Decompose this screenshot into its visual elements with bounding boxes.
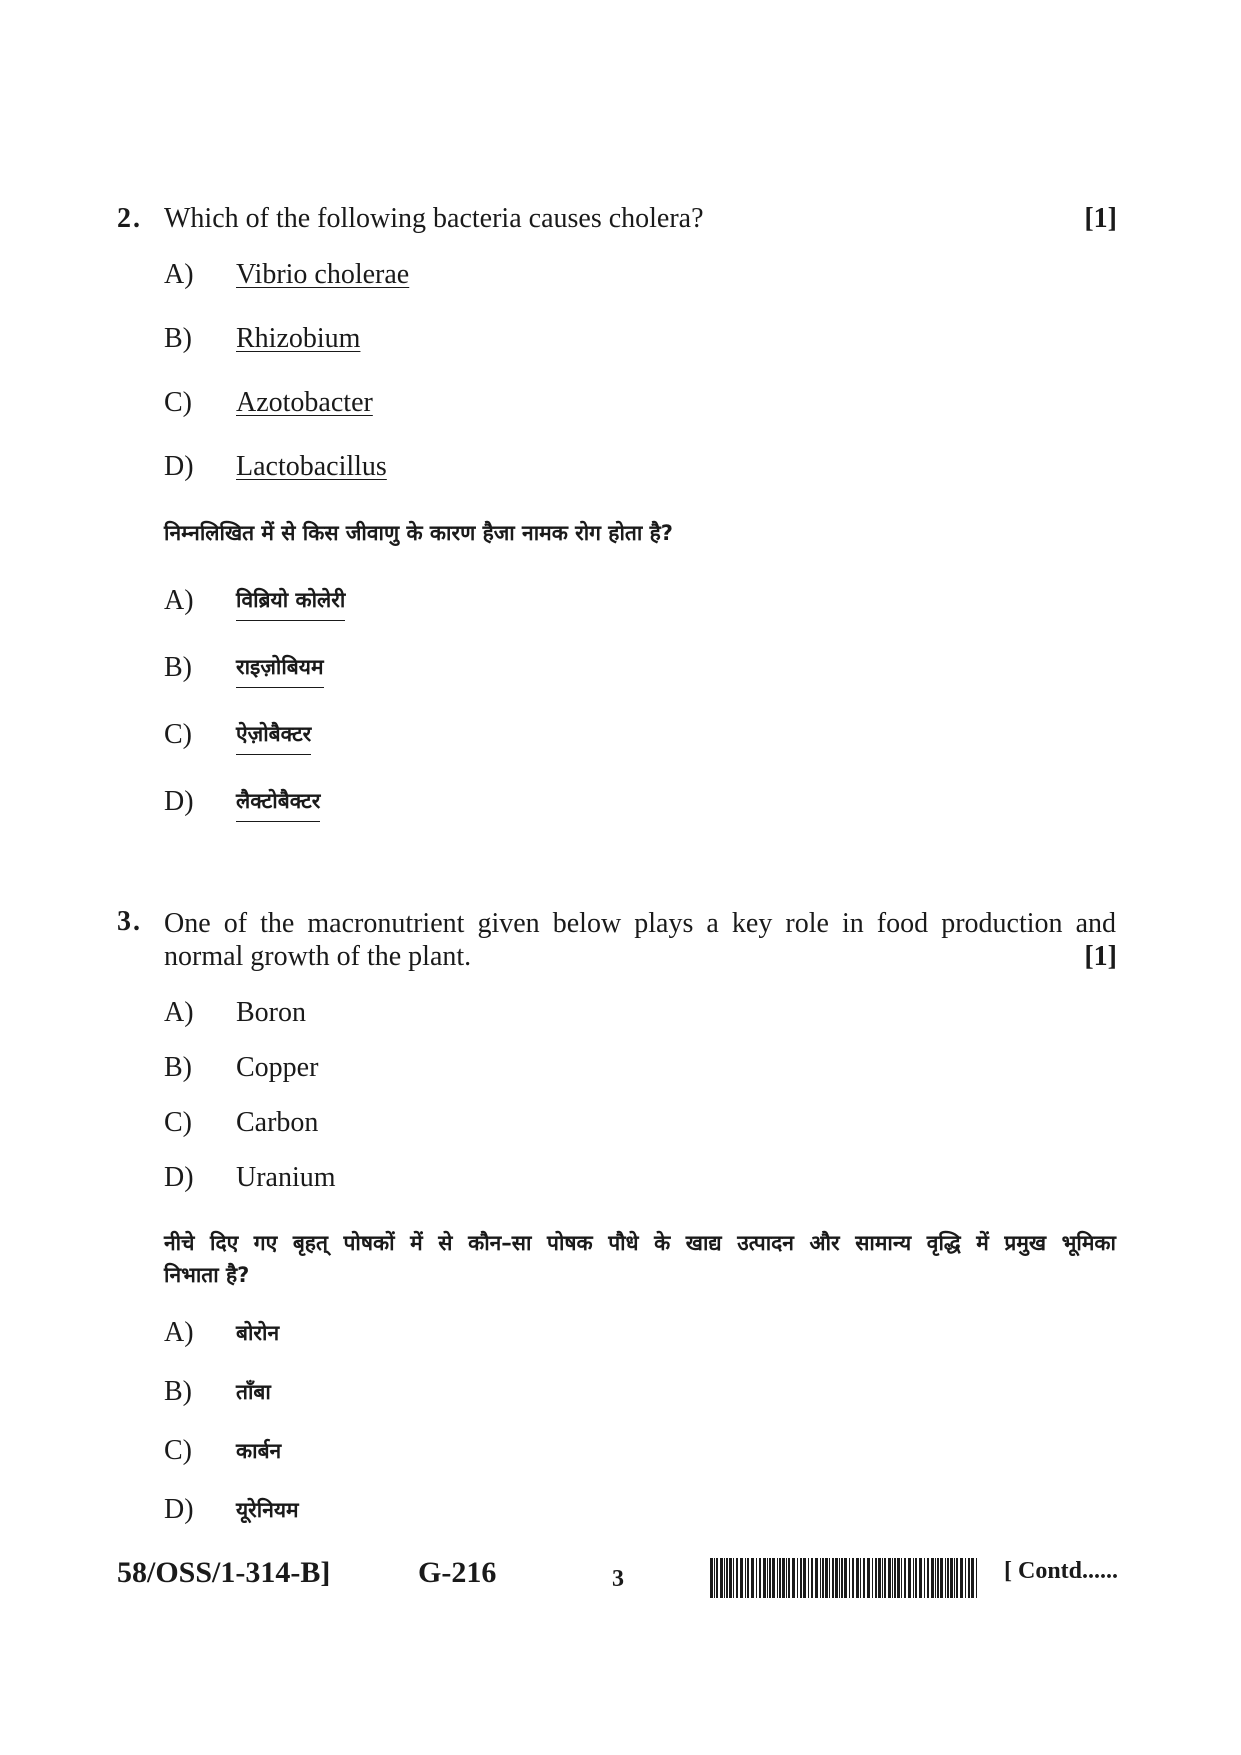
option-text: Lactobacillus — [236, 451, 387, 482]
option-text-hindi: राइज़ोबियम — [236, 653, 324, 688]
option-letter: C) — [164, 1435, 192, 1466]
page-number: 3 — [612, 1566, 624, 1592]
option-text: Copper — [236, 1052, 319, 1083]
question-text-hindi: निम्नलिखित में से किस जीवाणु के कारण हैजा नामक रोग होता है? — [164, 521, 673, 545]
continued-label: [ Contd...... — [1004, 1558, 1119, 1584]
option-text-hindi: कार्बन — [236, 1439, 282, 1463]
option-letter: D) — [164, 451, 194, 482]
option-letter: D) — [164, 1162, 194, 1193]
option-letter: C) — [164, 387, 192, 418]
question-text-line1: One of the macronutrient given below plays a key role in food production and — [164, 908, 1116, 939]
option-letter: A) — [164, 1317, 194, 1348]
question-number: 2. — [117, 203, 142, 234]
option-letter: A) — [164, 585, 194, 616]
option-letter: B) — [164, 1376, 192, 1407]
option-letter: C) — [164, 1107, 192, 1138]
option-text: Uranium — [236, 1162, 336, 1193]
option-letter: D) — [164, 786, 194, 817]
question-number: 3. — [117, 906, 142, 937]
barcode — [710, 1558, 980, 1598]
option-text-hindi: लैक्टोबैक्टर — [236, 787, 320, 822]
option-text-hindi: ताँबा — [236, 1380, 271, 1404]
option-text: Carbon — [236, 1107, 319, 1138]
option-text-hindi: विब्रियो कोलेरी — [236, 586, 345, 621]
question-text-line2: normal growth of the plant. — [164, 941, 472, 972]
option-letter: D) — [164, 1494, 194, 1525]
option-text: Boron — [236, 997, 306, 1028]
option-text-hindi: ऐज़ोबैक्टर — [236, 720, 311, 755]
question-text-hindi-line2: निभाता है? — [164, 1263, 250, 1287]
option-letter: B) — [164, 652, 192, 683]
option-letter: C) — [164, 719, 192, 750]
series-code: G-216 — [418, 1556, 497, 1589]
question-text: Which of the following bacteria causes cholera? — [164, 203, 704, 234]
option-letter: B) — [164, 323, 192, 354]
option-text: Azotobacter — [236, 387, 373, 418]
marks-label: [1] — [1084, 941, 1117, 972]
option-text: Vibrio cholerae — [236, 259, 410, 290]
option-letter: A) — [164, 259, 194, 290]
option-letter: B) — [164, 1052, 192, 1083]
question-text-hindi-line1: नीचे दिए गए बृहत् पोषकों में से कौन–सा पोषक पौधे के खाद्य उत्पादन और सामान्य वृद्धि में प्रमुख भूमिका — [164, 1231, 1116, 1255]
option-text-hindi: यूरेनियम — [236, 1498, 299, 1522]
option-text-hindi: बोरोन — [236, 1321, 280, 1345]
option-text: Rhizobium — [236, 323, 361, 354]
marks-label: [1] — [1084, 203, 1117, 234]
paper-code: 58/OSS/1-314-B] — [117, 1556, 331, 1589]
option-letter: A) — [164, 997, 194, 1028]
